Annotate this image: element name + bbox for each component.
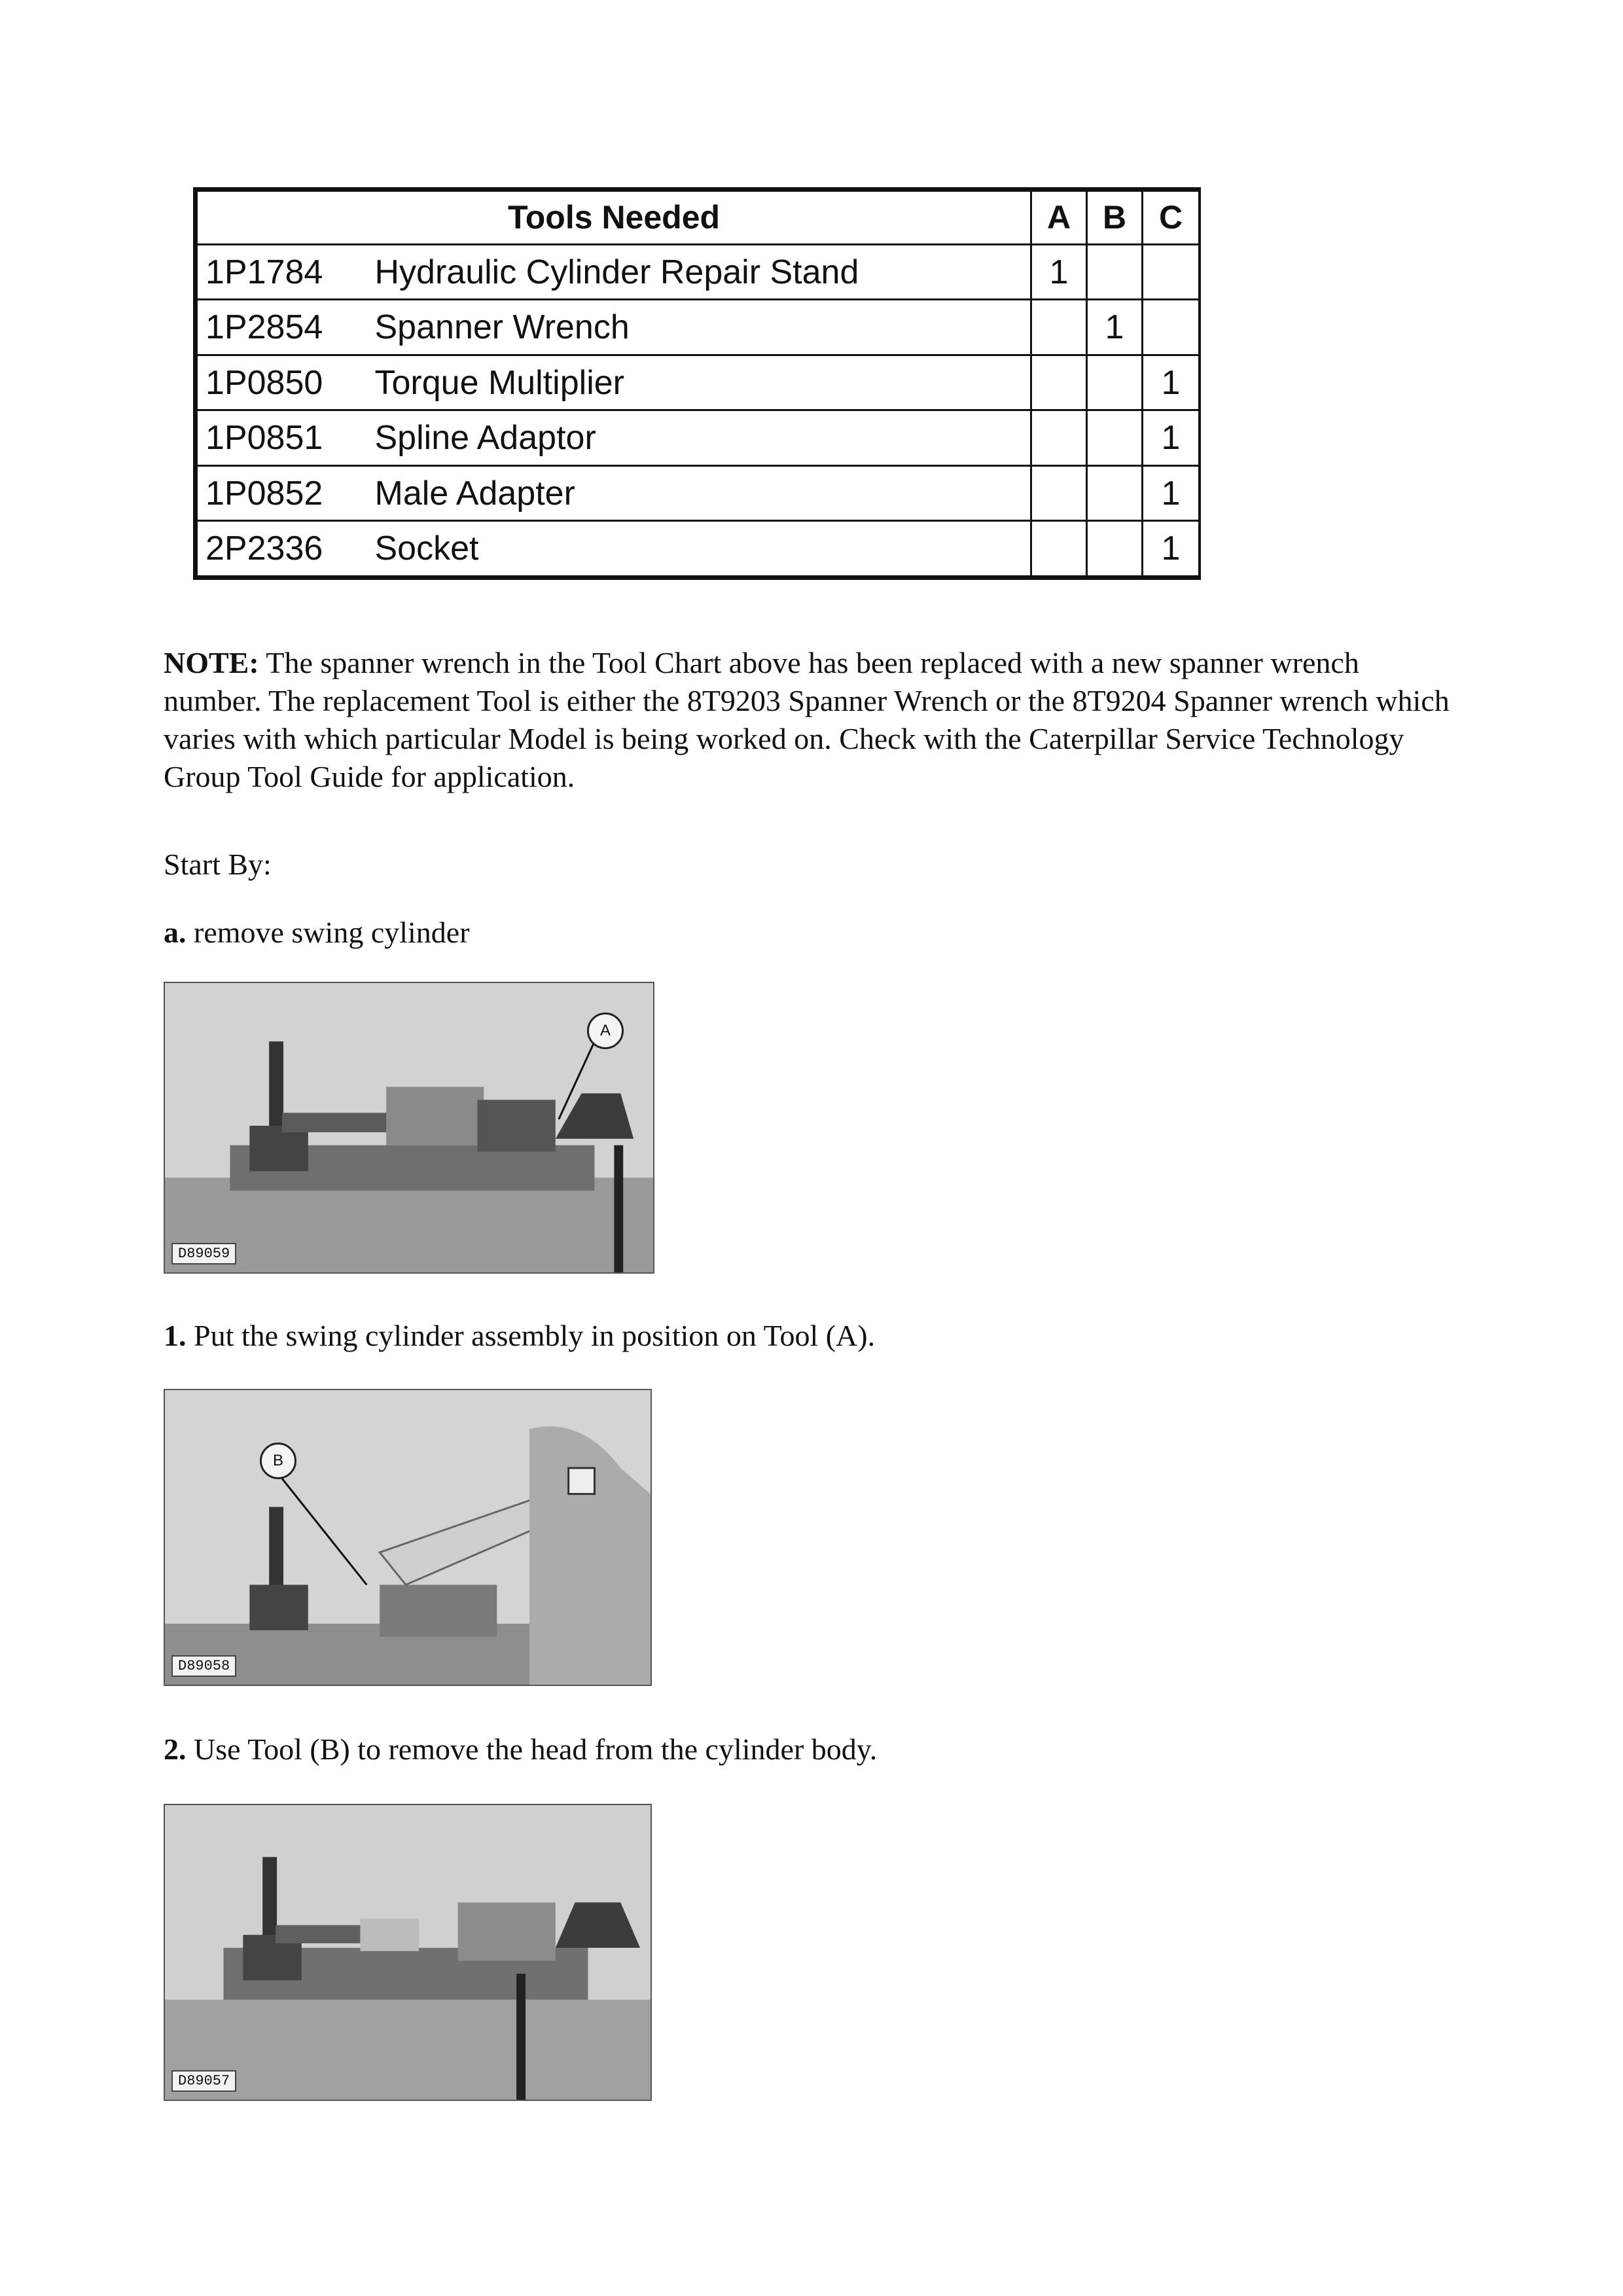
repair-stand-illustration	[165, 983, 653, 1272]
table-header-row	[197, 191, 1200, 245]
qty-a: 1	[1031, 244, 1087, 300]
qty-a	[1031, 410, 1087, 466]
step-2	[164, 1731, 1459, 1768]
step-a-text: remove swing cylinder	[186, 916, 470, 949]
table-title: Tools Needed	[197, 191, 1031, 245]
step-a-label: a.	[164, 916, 187, 949]
step-1	[164, 1317, 1459, 1355]
step-2-label: 2.	[164, 1732, 187, 1766]
step-1-label: 1.	[164, 1319, 187, 1352]
qty-c: 1	[1143, 465, 1200, 521]
figure-code: D89059	[171, 1243, 236, 1265]
qty-b	[1087, 521, 1143, 577]
table-row	[197, 410, 1200, 466]
part-number: 1P2854	[197, 300, 367, 355]
spanner-wrench-illustration	[165, 1390, 651, 1685]
photo-spanner-wrench	[164, 1389, 652, 1686]
tool-name: Male Adapter	[367, 465, 1031, 521]
part-number: 1P0851	[197, 410, 367, 466]
start-by-label: Start By:	[164, 848, 272, 881]
table-row	[197, 244, 1200, 300]
tool-name: Spline Adaptor	[367, 410, 1031, 466]
tool-name: Hydraulic Cylinder Repair Stand	[367, 244, 1031, 300]
qty-a	[1031, 355, 1087, 410]
qty-a	[1031, 465, 1087, 521]
qty-b: 1	[1087, 300, 1143, 355]
qty-a	[1031, 521, 1087, 577]
table-row	[197, 521, 1200, 577]
note-paragraph	[164, 644, 1459, 796]
qty-c: 1	[1143, 410, 1200, 466]
qty-c	[1143, 300, 1200, 355]
column-b-header: B	[1087, 191, 1143, 245]
tool-name: Torque Multiplier	[367, 355, 1031, 410]
part-number: 2P2336	[197, 521, 367, 577]
qty-b	[1087, 465, 1143, 521]
step-2-text: Use Tool (B) to remove the head from the cylinder body.	[186, 1732, 878, 1766]
figure-code: D89057	[171, 2070, 236, 2092]
photo-head-removed	[164, 1804, 652, 2101]
qty-b	[1087, 410, 1143, 466]
figure-code: D89058	[171, 1655, 236, 1677]
note-text: The spanner wrench in the Tool Chart above has been replaced with a new spanner wrench number. The replacement Tool is either the 8T9203 Spanner Wrench or the 8T9204 Spanner wrench which varies with which particular Model is being worked on. Check with the Caterpillar Service Technology Group Tool Guide for application.	[164, 646, 1450, 793]
table-row	[197, 465, 1200, 521]
column-a-header: A	[1031, 191, 1087, 245]
step-a	[164, 914, 1459, 952]
table-row	[197, 355, 1200, 410]
qty-c	[1143, 244, 1200, 300]
part-number: 1P0852	[197, 465, 367, 521]
tools-needed-table	[193, 187, 1201, 580]
head-removed-illustration	[165, 1805, 651, 2100]
note-label: NOTE:	[164, 646, 259, 679]
qty-b	[1087, 355, 1143, 410]
table-row	[197, 300, 1200, 355]
step-1-text: Put the swing cylinder assembly in position on Tool (A).	[186, 1319, 876, 1352]
column-c-header: C	[1143, 191, 1200, 245]
tool-name: Spanner Wrench	[367, 300, 1031, 355]
qty-b	[1087, 244, 1143, 300]
part-number: 1P1784	[197, 244, 367, 300]
tool-name: Socket	[367, 521, 1031, 577]
part-number: 1P0850	[197, 355, 367, 410]
qty-a	[1031, 300, 1087, 355]
callout-a: A	[587, 1013, 624, 1049]
qty-c: 1	[1143, 521, 1200, 577]
qty-c: 1	[1143, 355, 1200, 410]
photo-repair-stand	[164, 982, 654, 1274]
callout-b: B	[260, 1443, 296, 1479]
